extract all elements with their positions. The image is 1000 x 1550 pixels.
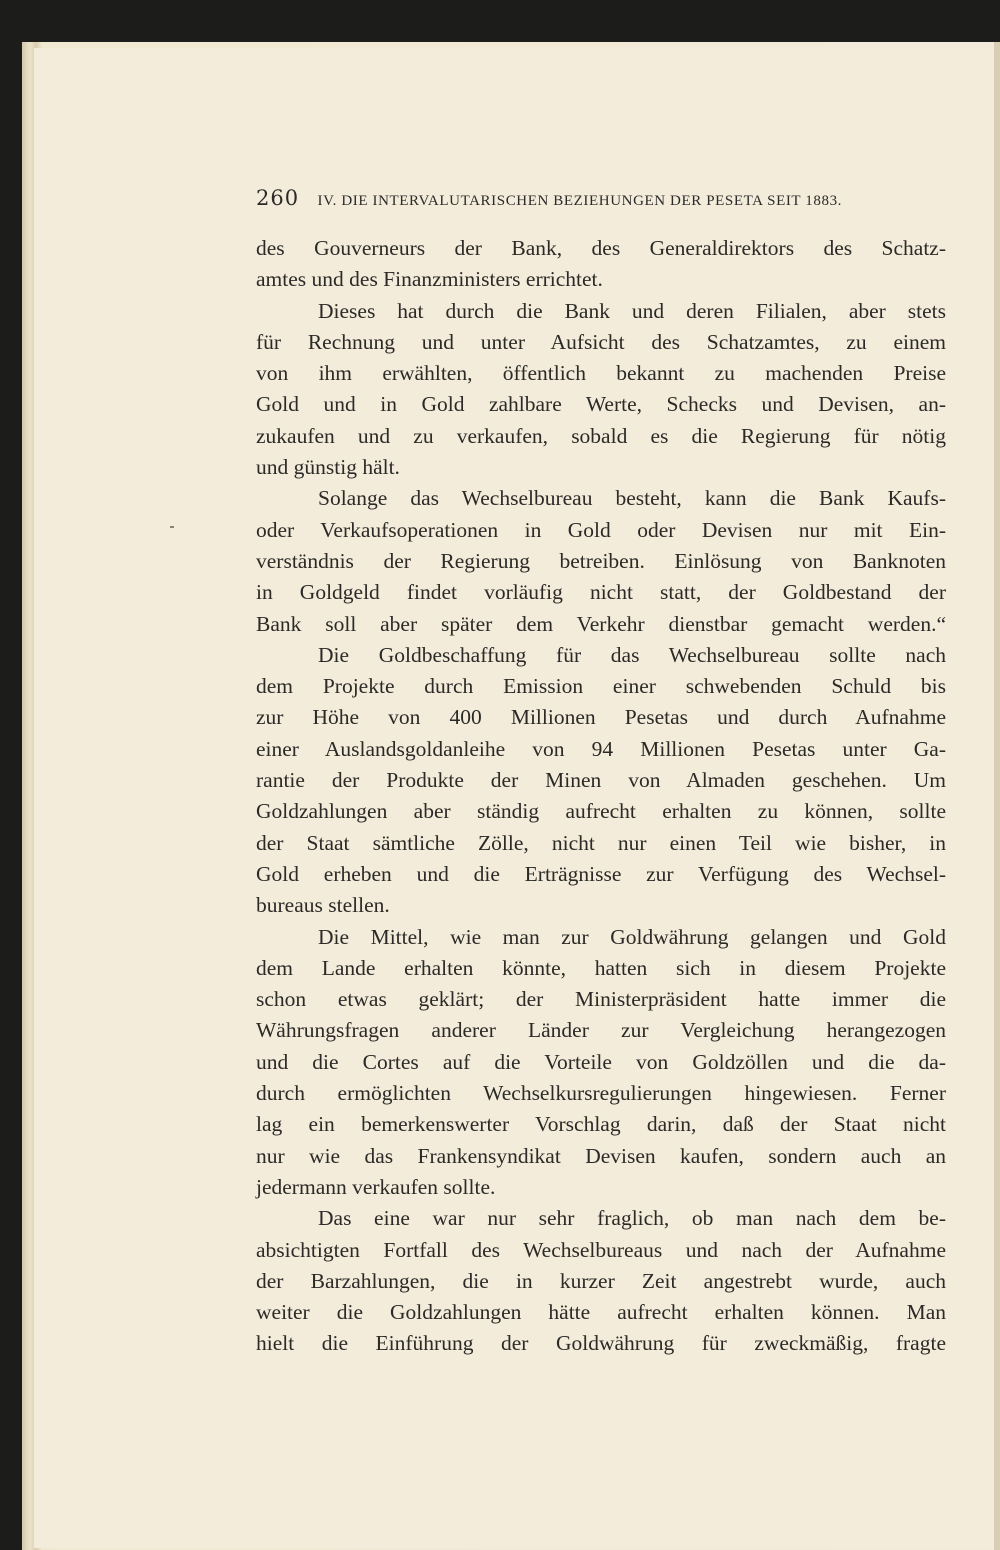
- text-line: und günstig hält.: [256, 455, 400, 480]
- text-line: der Staat sämtliche Zölle, nicht nur einen Teil wie bisher, in: [256, 830, 946, 855]
- text-line: weiter die Goldzahlungen hätte aufrecht erhalten können. Man: [256, 1300, 946, 1325]
- text-line: verständnis der Regierung betreiben. Einlösung von Banknoten: [256, 548, 946, 573]
- text-line: Bank soll aber später dem Verkehr dienstbar gemacht werden.“: [256, 611, 946, 636]
- text-line: Gold erheben und die Erträgnisse zur Verfügung des Wechsel-: [256, 861, 946, 886]
- page-edge-strip: [994, 42, 1000, 1550]
- text-line: des Gouverneurs der Bank, des Generaldirektors des Schatz-: [256, 236, 946, 260]
- text-line: jedermann verkaufen sollte.: [256, 1174, 496, 1199]
- text-line: rantie der Produkte der Minen von Almaden geschehen. Um: [256, 768, 946, 793]
- text-line: in Goldgeld findet vorläufig nicht statt, der Goldbestand der: [256, 580, 946, 605]
- text-line: hielt die Einführung der Goldwährung für zweckmäßig, fragte: [256, 1331, 946, 1356]
- text-line: Die Mittel, wie man zur Goldwährung gelangen und Gold: [318, 924, 946, 949]
- page-number: 260: [256, 186, 300, 210]
- text-line: amtes und des Finanzministers errichtet.: [256, 267, 603, 292]
- text-line: lag ein bemerkenswerter Vorschlag darin, daß der Staat nicht: [256, 1112, 946, 1137]
- text-line: durch ermöglichten Wechselkursregulierungen hingewiesen. Ferner: [256, 1081, 946, 1106]
- text-line: oder Verkaufsoperationen in Gold oder Devisen nur mit Ein-: [256, 517, 946, 542]
- text-line: einer Auslandsgoldanleihe von 94 Millionen Pesetas unter Ga-: [256, 736, 946, 761]
- text-line: dem Lande erhalten könnte, hatten sich in diesem Projekte: [256, 955, 946, 980]
- running-header: [256, 186, 946, 210]
- text-line: Das eine war nur sehr fraglich, ob man nach dem be-: [318, 1206, 946, 1231]
- text-line: Gold und in Gold zahlbare Werte, Schecks und Devisen, an-: [256, 392, 946, 417]
- text-line: Die Goldbeschaffung für das Wechselbureau sollte nach: [318, 642, 946, 667]
- running-title: IV. DIE INTERVALUTARISCHEN BEZIEHUNGEN DER PESETA SEIT 1883.: [317, 193, 843, 209]
- text-line: Goldzahlungen aber ständig aufrecht erhalten zu können, sollte: [256, 799, 946, 824]
- text-line: absichtigten Fortfall des Wechselbureaus und nach der Aufnahme: [256, 1237, 946, 1262]
- body-text: [256, 233, 946, 1360]
- text-line: bureaus stellen.: [256, 893, 390, 918]
- text-line: Dieses hat durch die Bank und deren Filialen, aber stets: [318, 298, 946, 323]
- text-line: Währungsfragen anderer Länder zur Vergleichung herangezogen: [256, 1018, 946, 1043]
- text-line: zur Höhe von 400 Millionen Pesetas und durch Aufnahme: [256, 705, 946, 730]
- text-line: zukaufen und zu verkaufen, sobald es die Regierung für nötig: [256, 423, 946, 448]
- text-line: von ihm erwählten, öffentlich bekannt zu machenden Preise: [256, 361, 946, 386]
- text-line: nur wie das Frankensyndikat Devisen kaufen, sondern auch an: [256, 1143, 946, 1168]
- text-line: für Rechnung und unter Aufsicht des Schatzamtes, zu einem: [256, 329, 946, 354]
- text-line: und die Cortes auf die Vorteile von Goldzöllen und die da-: [256, 1049, 946, 1074]
- margin-pencil-mark: [170, 526, 174, 528]
- text-line: der Barzahlungen, die in kurzer Zeit angestrebt wurde, auch: [256, 1268, 946, 1293]
- text-line: schon etwas geklärt; der Ministerpräsident hatte immer die: [256, 987, 946, 1012]
- text-line: dem Projekte durch Emission einer schwebenden Schuld bis: [256, 674, 946, 699]
- text-line: Solange das Wechselbureau besteht, kann die Bank Kaufs-: [318, 486, 946, 511]
